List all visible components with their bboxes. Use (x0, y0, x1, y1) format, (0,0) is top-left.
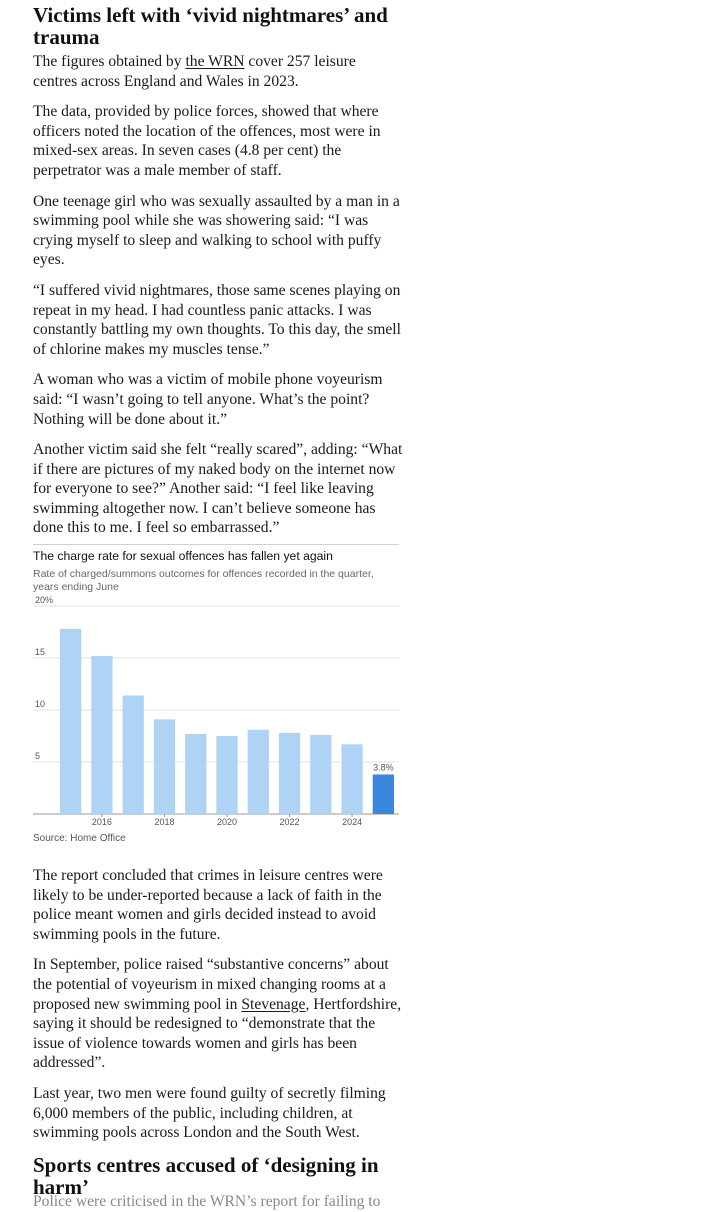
chart-top-rule (33, 544, 399, 545)
article-section-2 (33, 866, 403, 1198)
chart-title: The charge rate for sexual offences has fallen yet again (33, 549, 333, 563)
paragraph-4: “I suffered vivid nightmares, those same scenes playing on repeat in my head. I had countless panic attacks. I was constantly battling my own thoughts. To this day, the smell of chlorine makes my muscles tense.” (33, 281, 401, 358)
y-tick-label: 5 (35, 751, 41, 761)
bar (60, 629, 81, 814)
y-tick-label: 10 (35, 699, 46, 709)
bar (154, 719, 175, 814)
paragraph-text: cover 257 leisure centres across England and Wales in 2023. (33, 53, 356, 90)
article-section-1 (33, 4, 403, 549)
paragraph-7: The report concluded that crimes in leisure centres were likely to be under-reported because a lack of faith in the police meant women and girls decided instead to avoid swimming pools in the future. (33, 867, 383, 943)
bar-data-label: 3.8% (373, 762, 394, 773)
stevenage-link[interactable]: Stevenage (241, 995, 306, 1013)
x-tick-label: 2020 (216, 817, 238, 827)
chart-plot (33, 594, 399, 826)
paragraph-text: In September, police raised “substantive concerns” about the potential of voyeurism in mixed changing rooms at a proposed new swimming pool in (33, 956, 389, 1013)
bar (248, 730, 269, 814)
charge-rate-chart (33, 544, 399, 844)
chart-source: Source: Home Office (33, 833, 126, 844)
cut-off-line: Police were criticised in the WRN’s report for failing to (33, 1193, 381, 1210)
section-heading-2: Sports centres accused of ‘designing in harm’ (33, 1152, 379, 1199)
paragraph-9: Last year, two men were found guilty of secretly filming 6,000 members of the public, including children, at swimming pools across London and the South West. (33, 1084, 386, 1142)
paragraph-text: The figures obtained by (33, 53, 186, 70)
section-heading: Victims left with ‘vivid nightmares’ and trauma (33, 3, 388, 49)
bar (310, 735, 331, 814)
x-tick-label: 2016 (91, 817, 112, 827)
x-tick-label: 2022 (279, 817, 300, 827)
bar (91, 656, 112, 814)
paragraph-text: , Hertfordshire, saying it should be redesigned to “demonstrate that the issue of violence towards women and girls has been addressed”. (33, 995, 402, 1072)
bar (185, 734, 206, 814)
paragraph-6: Another victim said she felt “really scared”, adding: “What if there are pictures of my naked body on the internet now for everyone to see?” Another said: “I feel like leaving swimming altogether now. I can’t believe someone has done this to me. I feel so embarrassed.” (33, 441, 403, 537)
wrn-link[interactable]: the WRN (185, 53, 245, 70)
chart-subtitle: Rate of charged/summons outcomes for offences recorded in the quarter, years ending June (33, 568, 374, 593)
paragraph-1 (33, 52, 403, 91)
bar-highlight (373, 774, 394, 814)
paragraph-2: The data, provided by police forces, showed that where officers noted the location of the offences, most were in mixed-sex areas. In seven cases (4.8 per cent) the perpetrator was a male member of staff. (33, 103, 381, 179)
x-tick-label: 2018 (154, 817, 175, 827)
paragraph-8 (33, 955, 403, 1073)
paragraph-5: A woman who was a victim of mobile phone voyeurism said: “I wasn’t going to tell anyone. What’s the point? Nothing will be done about it.” (33, 371, 383, 428)
bar (341, 744, 362, 814)
bar (279, 733, 300, 814)
x-tick-label: 2024 (342, 817, 363, 827)
bar (123, 695, 144, 814)
bar (216, 736, 237, 814)
paragraph-3: One teenage girl who was sexually assaulted by a man in a swimming pool while she was showering said: “I was crying myself to sleep and walking to school with puffy eyes. (33, 192, 400, 269)
y-tick-label: 20% (35, 595, 54, 605)
y-tick-label: 15 (35, 647, 46, 657)
